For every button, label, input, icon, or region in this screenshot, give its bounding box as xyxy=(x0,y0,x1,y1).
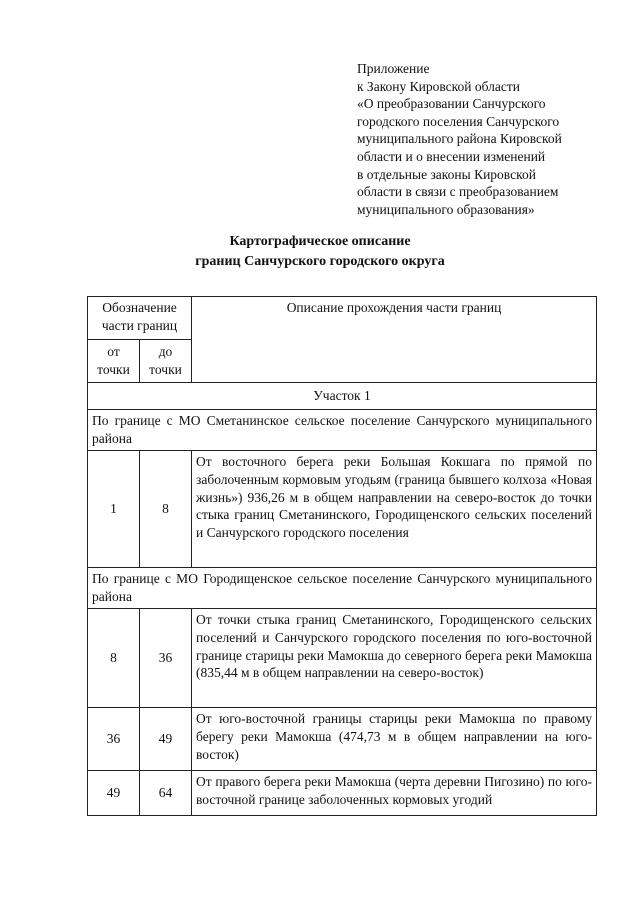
to-point: 64 xyxy=(140,771,192,816)
to-point: 36 xyxy=(140,609,192,708)
appendix-line: муниципального района Кировской xyxy=(357,131,562,147)
segment-description: От точки стыка границ Сметанинского, Городищенского сельских поселений и Санчурского городского поселения по юго-восточной границе старицы реки Мамокша до северного берега реки Мамокша (835,44 м в общем направлении на северо-восток) xyxy=(192,609,597,708)
appendix-line: в отдельные законы Кировской xyxy=(357,166,536,182)
appendix-line: области и о внесении изменений xyxy=(357,148,546,164)
boundary-table xyxy=(87,296,597,816)
divider-text: По границе с МО Городищенское сельское поселение Санчурского муниципального района xyxy=(88,568,597,609)
appendix-block xyxy=(357,60,627,218)
from-point: 49 xyxy=(88,771,140,816)
from-point: 8 xyxy=(88,609,140,708)
divider-text: По границе с МО Сметанинское сельское поселение Санчурского муниципального района xyxy=(88,410,597,451)
divider-row xyxy=(88,568,597,609)
appendix-line: «О преобразовании Санчурского xyxy=(357,96,546,112)
header-from-point: от точки xyxy=(88,340,140,383)
to-point: 8 xyxy=(140,451,192,568)
header-description: Описание прохождения части границ xyxy=(192,297,597,383)
header-designation: Обозначение части границ xyxy=(88,297,192,340)
segment-description: От юго-восточной границы старицы реки Мамокша по правому берегу реки Мамокша (474,73 м в общем направлении на юго-восток) xyxy=(192,708,597,771)
section-row xyxy=(88,383,597,410)
appendix-line: к Закону Кировской области xyxy=(357,78,521,94)
appendix-line: Приложение xyxy=(357,61,430,76)
from-point: 1 xyxy=(88,451,140,568)
table-row xyxy=(88,609,597,708)
title-line-1: Картографическое описание xyxy=(229,234,411,249)
appendix-line: области в связи с преобразованием xyxy=(357,184,559,200)
from-point: 36 xyxy=(88,708,140,771)
header-row xyxy=(88,297,597,340)
divider-row xyxy=(88,410,597,451)
title-line-2: границ Санчурского городского округа xyxy=(195,254,445,269)
appendix-line: муниципального образования» xyxy=(357,201,535,217)
table-row xyxy=(88,771,597,816)
to-point: 49 xyxy=(140,708,192,771)
document-title xyxy=(0,232,640,272)
section-title: Участок 1 xyxy=(88,383,597,410)
header-to-point: до точки xyxy=(140,340,192,383)
segment-description: От восточного берега реки Большая Кокшага по прямой по заболоченным кормовым угодьям (граница бывшего колхоза «Новая жизнь») 936,26 м в общем направлении на северо-восток до точки стыка границ Сметанинского, Городищенского сельских поселений и Санчурского городского поселения xyxy=(192,451,597,568)
segment-description: От правого берега реки Мамокша (черта деревни Пигозино) по юго-восточной границе заболоченных кормовых угодий xyxy=(192,771,597,816)
appendix-line: городского поселения Санчурского xyxy=(357,113,560,129)
table-row xyxy=(88,451,597,568)
table-row xyxy=(88,708,597,771)
